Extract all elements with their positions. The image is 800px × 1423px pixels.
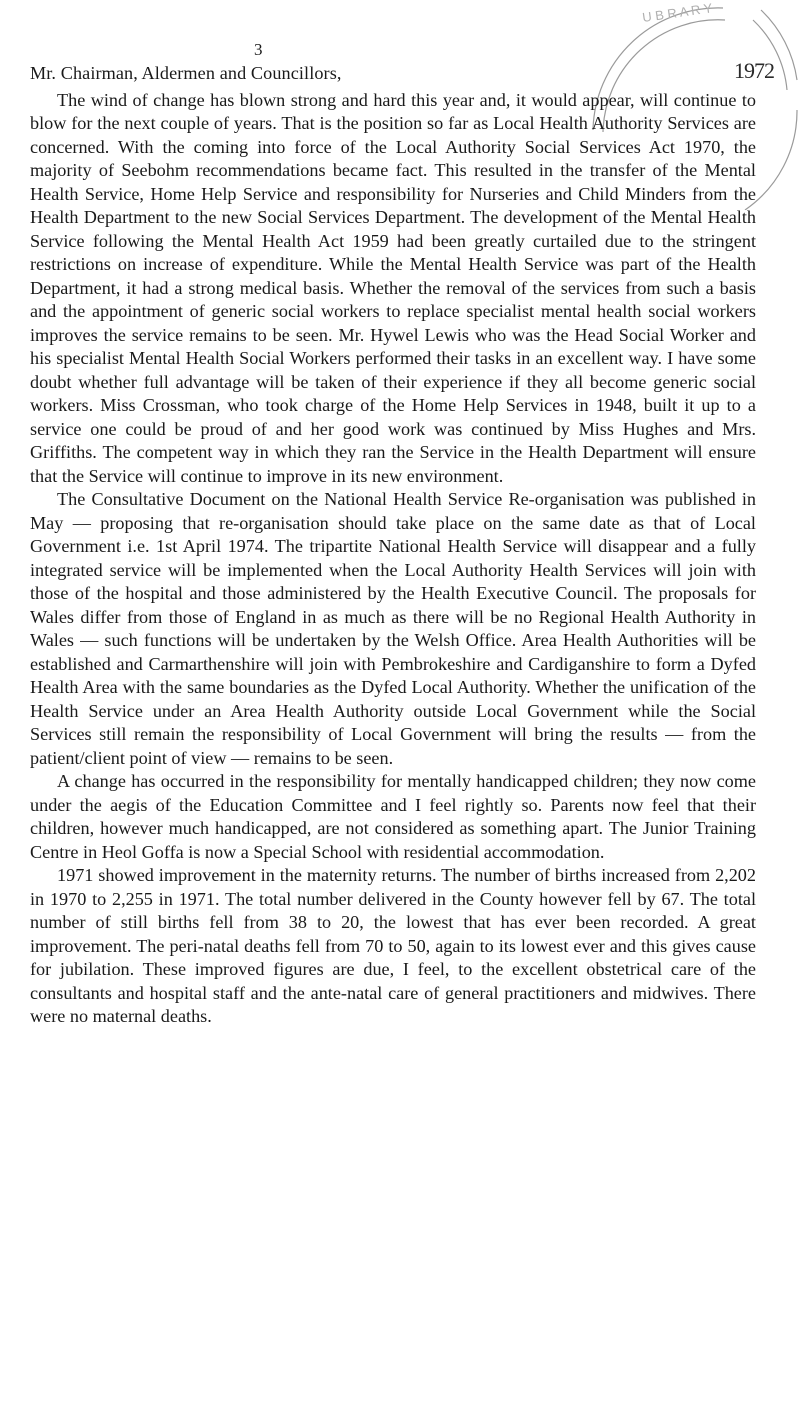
page-number: 3 <box>254 40 263 59</box>
paragraph-wind-of-change: The wind of change has blown strong and hard this year and, it would appear, will continue to blow for the next couple of years. That is the position so far as Local Health Authority Services are concerned. With the coming into force of the Local Authority Social Services Act 1970, the majority of Seebohm recommendations became fact. This resulted in the transfer of the Mental Health Service, Home Help Service and responsibility for Nurseries and Child Minders from the Health Department to the new Social Services Department. The development of the Mental Health Service following the Mental Health Act 1959 had been greatly curtailed due to the stringent restrictions on increase of expenditure. While the Mental Health Service was part of the Health Department, it had a strong medical basis. Whether the removal of the services from such a basis and the appointment of generic social workers to replace specialist mental health social workers improves the service remains to be seen. Mr. Hywel Lewis who was the Head Social Worker and his specialist Mental Health Social Workers performed their tasks in an excellent way. I have some doubt whether full advantage will be taken of their experience if they all become generic social workers. Miss Crossman, who took charge of the Home Help Services in 1948, built it up to a service one could be proud of and her good work was continued by Miss Hughes and Mrs. Griffiths. The competent way in which they ran the Service in the Health Department will ensure that the Service will continue to improve in its new environment. <box>30 89 756 486</box>
svg-text:U B R A R Y: U B R A R Y <box>641 0 714 25</box>
paragraph-mentally-handicapped: A change has occurred in the responsibility for mentally handicapped children; they now come under the aegis of the Education Committee and I feel rightly so. Parents now feel that their children, however much handicapped, are not considered as something apart. The Junior Training Centre in Heol Goffa is now a Special School with residential accommodation. <box>30 771 756 862</box>
paragraph-nhs-reorganisation: The Consultative Document on the National Health Service Re-organisation was published in May — proposing that re-organisation should take place on the same date as that of Local Government i.e. 1st April 1974. The tripartite National Health Service will disappear and a fully integrated service will be implemented when the Local Authority Health Services will join with those of the hospital and those administered by the Health Executive Council. The proposals for Wales differ from those of England in as much as there will be no Regional Health Authority in Wales — such functions will be undertaken by the Welsh Office. Area Health Authorities will be established and Carmarthenshire will join with Pembrokeshire and Cardiganshire to form a Dyfed Health Area with the same boundaries as the Dyfed Local Authority. Whether the unification of the Health Service under an Area Health Authority outside Local Government while the Social Services still remain the responsibility of Local Government will bring the results — from the patient/client point of view — remains to be seen. <box>30 489 756 768</box>
paragraph-maternity-returns: 1971 showed improvement in the maternity returns. The number of births increased from 2,202 in 1970 to 2,255 in 1971. The total number delivered in the County however fell by 67. The total number of still births fell from 38 to 20, the lowest that has ever been recorded. A great improvement. The peri-natal deaths fell from 70 to 50, again to its lowest ever and this gives cause for jubilation. These improved figures are due, I feel, to the excellent obstetrical care of the consultants and hospital staff and the ante-natal care of general practitioners and midwives. There were no maternal deaths. <box>30 865 756 1026</box>
salutation: Mr. Chairman, Aldermen and Councillors, <box>30 63 342 83</box>
stamp-year: 1972 <box>734 58 774 83</box>
report-body <box>30 62 756 1029</box>
